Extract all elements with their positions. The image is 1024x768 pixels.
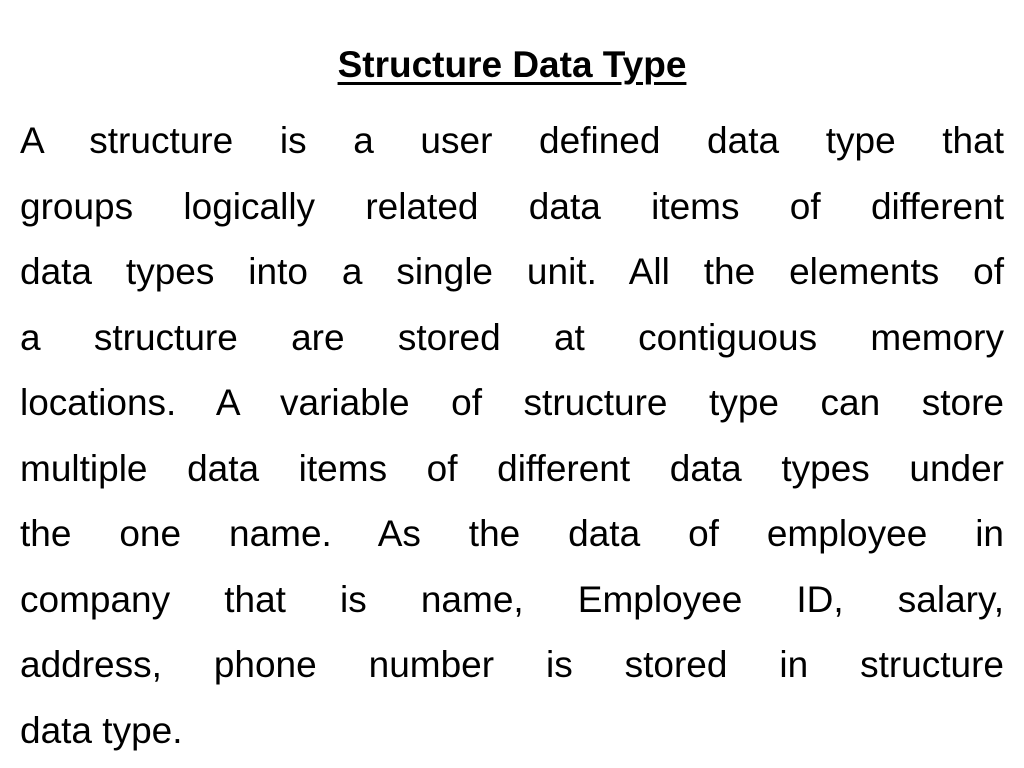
- paragraph-line: multiple data items of different data types under: [20, 447, 1004, 489]
- paragraph-line: locations. A variable of structure type can store: [20, 382, 1004, 423]
- body-paragraph: [20, 108, 1004, 763]
- paragraph-line: company that is name, Employee ID, salary,: [20, 578, 1004, 620]
- paragraph-line: data type.: [20, 709, 183, 751]
- paragraph-line: A structure is a user defined data type that: [20, 120, 1004, 161]
- paragraph-line: a structure are stored at contiguous memory: [20, 316, 1004, 358]
- paragraph-line: data types into a single unit. All the elements of: [20, 251, 1004, 292]
- slide-title: Structure Data Type: [337, 44, 687, 85]
- paragraph-line: groups logically related data items of different: [20, 185, 1004, 227]
- paragraph-line: the one name. As the data of employee in: [20, 513, 1004, 554]
- paragraph-line: address, phone number is stored in structure: [20, 644, 1004, 685]
